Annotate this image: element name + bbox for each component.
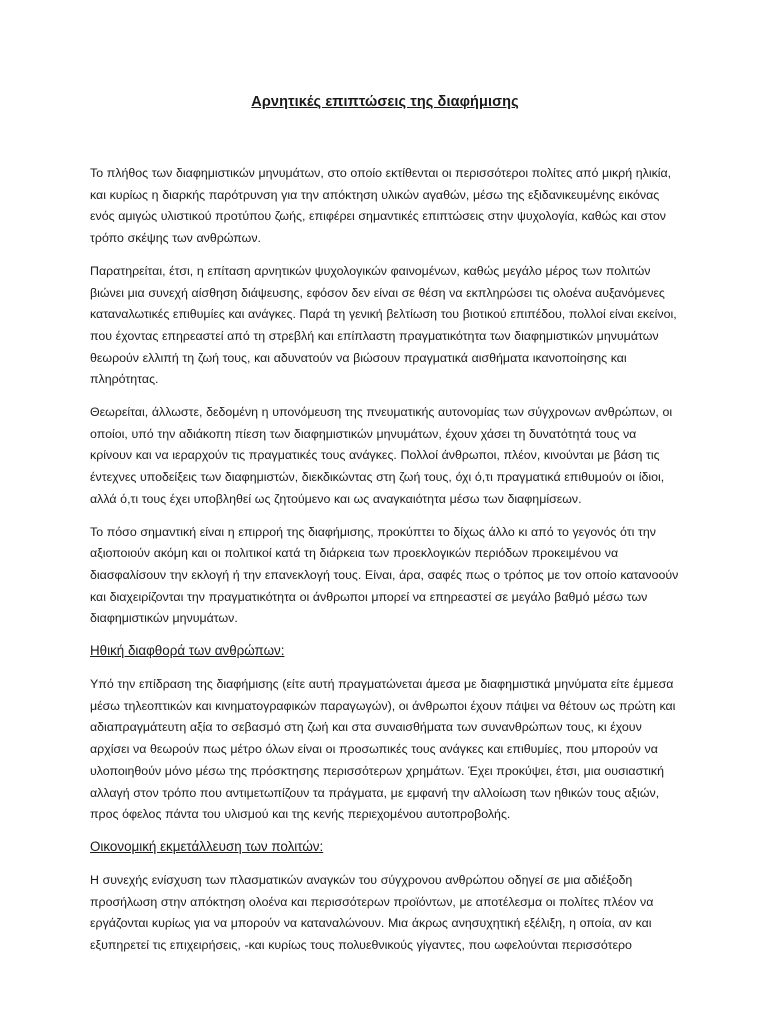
section-heading-moral-corruption: Ηθική διαφθορά των ανθρώπων: bbox=[90, 643, 285, 659]
paragraph-moral-corruption: Υπό την επίδραση της διαφήμισης (είτε αυτή πραγματώνεται άμεσα με διαφημιστικά μηνύματα είτε έμμεσα μέσω τηλεοπτικών και κινηματογραφικών παραγωγών), οι άνθρωποι έχουν πάψει να θέτουν ως πρώτη και αδιαπραγμάτευτη αξία το σεβασμό στη ζωή και στα συναισθήματα των συνανθρώπων τους, κι έχουν αρχίσει να θεωρούν πως μέτρο όλων είναι οι προσωπικές τους ανάγκες και επιθυμίες, που μπορούν να υλοποιηθούν μόνο μέσω της πρόσκτησης περισσότερων χρημάτων. Έχει προκύψει, έτσι, μια ουσιαστική αλλαγή στον τρόπο που αντιμετωπίζουν τα πράγματα, με εμφανή την αλλοίωση των ηθικών τους αξιών, προς όφελος πάντα του υλισμού και της κενής περιεχομένου αυτοπροβολής. bbox=[90, 677, 676, 822]
paragraph-intro-1: Το πλήθος των διαφημιστικών μηνυμάτων, στο οποίο εκτίθενται οι περισσότεροι πολίτες από μικρή ηλικία, και κυρίως η διαρκής παρότρυνση για την απόκτηση υλικών αγαθών, μέσω της εξιδανικευμένης εικόνας ενός αμιγώς υλιστικού προτύπου ζωής, επιφέρει σημαντικές επιπτώσεις στην ψυχολογία, καθώς και στον τρόπο σκέψης των ανθρώπων. bbox=[90, 166, 672, 246]
paragraph-intro-3: Θεωρείται, άλλωστε, δεδομένη η υπονόμευση της πνευματικής αυτονομίας των σύγχρονων ανθρώπων, οι οποίοι, υπό την αδιάκοπη πίεση των διαφημιστικών μηνυμάτων, έχουν χάσει τη δυνατότητά τους να κρίνουν και να ιεραρχούν τις πραγματικές τους ανάγκες. Πολλοί άνθρωποι, πλέον, κινούνται με βάση τις έντεχνες υποδείξεις των διαφημιστών, διεκδικώντας στη ζωή τους, όχι ό,τι πραγματικά επιθυμούν οι ίδιοι, αλλά ό,τι τους έχει υποβληθεί ως ζητούμενο και ως αναγκαιότητα μέσω των διαφημίσεων. bbox=[90, 405, 673, 506]
section-heading-economic-exploitation: Οικονομική εκμετάλλευση των πολιτών: bbox=[90, 838, 324, 854]
document-title: Αρνητικές επιπτώσεις της διαφήμισης bbox=[251, 94, 519, 110]
paragraph-economic-exploitation: Η συνεχής ενίσχυση των πλασματικών αναγκών του σύγχρονου ανθρώπου οδηγεί σε μια αδιέξοδη προσήλωση στην απόκτηση ολοένα και περισσότερων προϊόντων, με αποτέλεσμα οι πολίτες πλέον να εργάζονται κυρίως για να μπορούν να καταναλώνουν. Μια άκρως ανησυχητική εξέλιξη, η οποία, αν και εξυπηρετεί τις επιχειρήσεις, -και κυρίως τους πολυεθνικούς γίγαντες, που ωφελούνται περισσότερο bbox=[90, 872, 654, 953]
paragraph-intro-2: Παρατηρείται, έτσι, η επίταση αρνητικών ψυχολογικών φαινομένων, καθώς μεγάλο μέρος των πολιτών βιώνει μια συνεχή αίσθηση διάψευσης, εφόσον δεν είναι σε θέση να εκπληρώσει τις ολοένα αυξανόμενες καταναλωτικές επιθυμίες και ανάγκες. Παρά τη γενική βελτίωση του βιοτικού επιπέδου, πολλοί είναι εκείνοι, που έχοντας επηρεαστεί από τη στρεβλή και επίπλαστη πραγματικότητα των διαφημιστικών μηνυμάτων θεωρούν ελλιπή τη ζωή τους, και αδυνατούν να βιώσουν πραγματικά αισθήματα ικανοποίησης και πληρότητας. bbox=[90, 263, 677, 387]
document-body bbox=[90, 94, 680, 968]
paragraph-intro-4: Το πόσο σημαντική είναι η επιρροή της διαφήμισης, προκύπτει το δίχως άλλο κι από το γεγονός ότι την αξιοποιούν ακόμη και οι πολιτικοί κατά τη διάρκεια των προεκλογικών περιόδων προκειμένου να διασφαλίσουν την εκλογή ή την επανεκλογή τους. Είναι, άρα, σαφές πως ο τρόπος με τον οποίο κατανοούν και διαχειρίζονται την πραγματικότητα οι άνθρωποι μπορεί να επηρεαστεί σε μεγάλο βαθμό μέσω των διαφημιστικών μηνυμάτων. bbox=[90, 524, 679, 626]
